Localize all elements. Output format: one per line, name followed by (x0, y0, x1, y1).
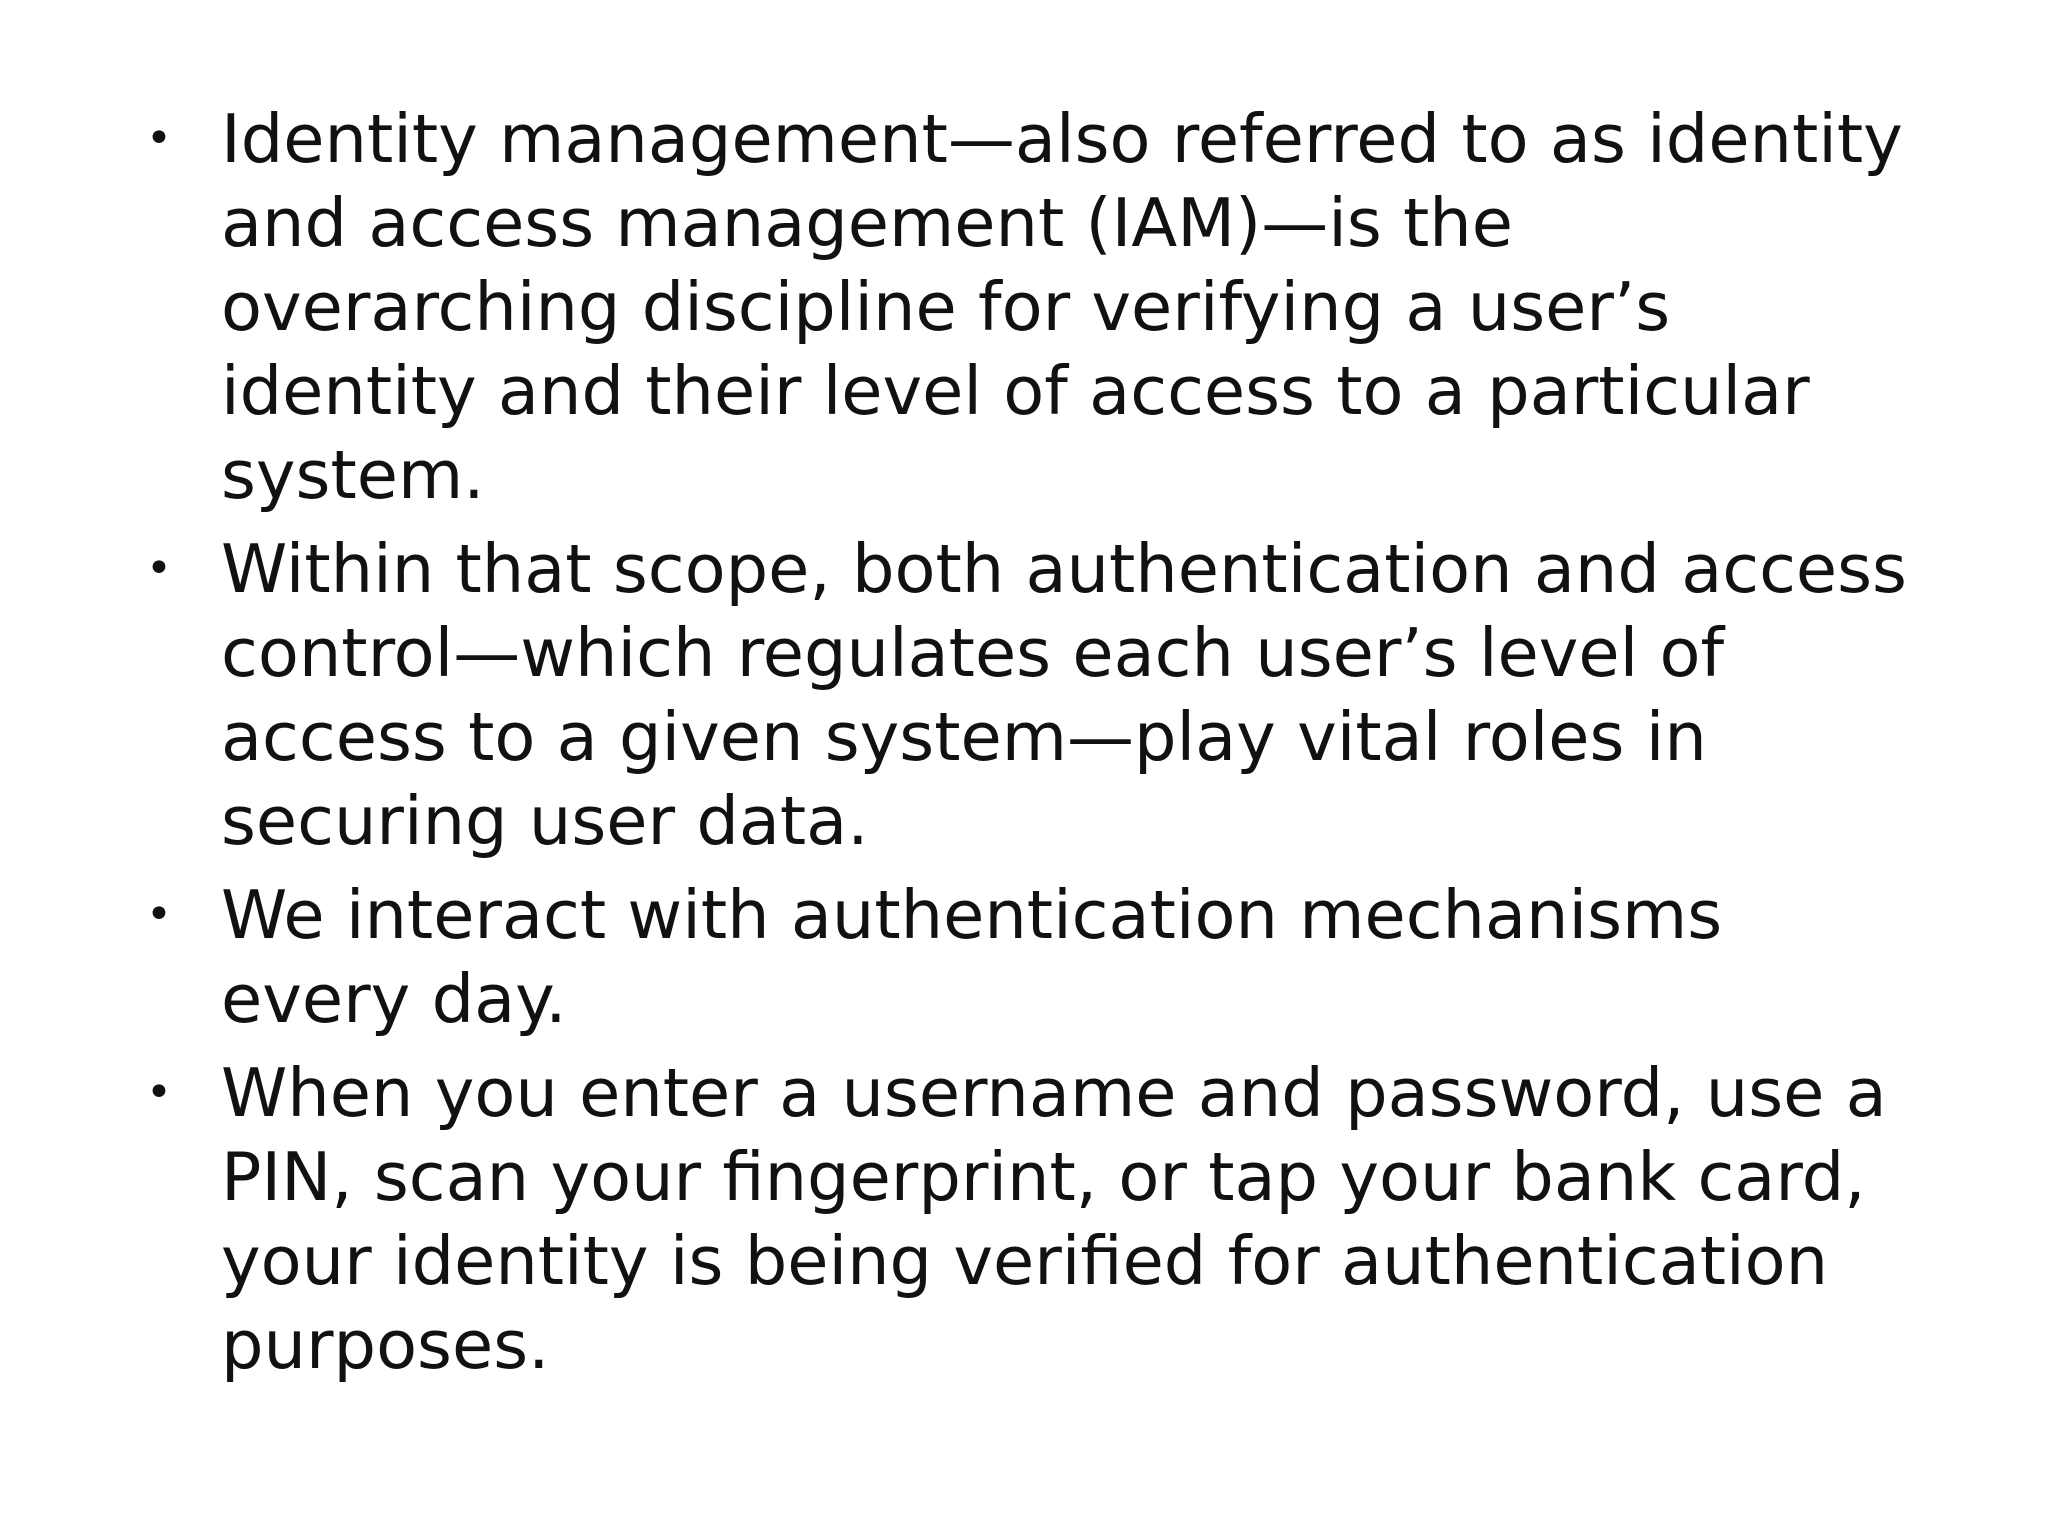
bullet-item-identity-management (0, 97, 2048, 517)
bullet-text: Within that scope, both authentication and access control—which regulates each user’s level of access to a given system—play vital roles in securing user data. (221, 530, 1907, 860)
bullet-text: Identity management—also referred to as identity and access management (IAM)—is the overarching discipline for verifying a user’s identity and their level of access to a particular system. (221, 100, 1903, 514)
bullet-list (0, 97, 2048, 1397)
bullet-item-verification-examples (0, 1051, 2048, 1387)
bullet-dot-icon: • (146, 1067, 172, 1118)
bullet-text: We interact with authentication mechanisms every day. (221, 876, 1723, 1038)
bullet-dot-icon: • (146, 113, 172, 164)
bullet-text: When you enter a username and password, use a PIN, scan your fingerprint, or tap your bank card, your identity is being verified for authentication purposes. (221, 1054, 1887, 1384)
bullet-item-daily-authentication (0, 873, 2048, 1041)
bullet-item-authentication-access-control (0, 527, 2048, 863)
bullet-dot-icon: • (146, 543, 172, 594)
bullet-dot-icon: • (146, 889, 172, 940)
